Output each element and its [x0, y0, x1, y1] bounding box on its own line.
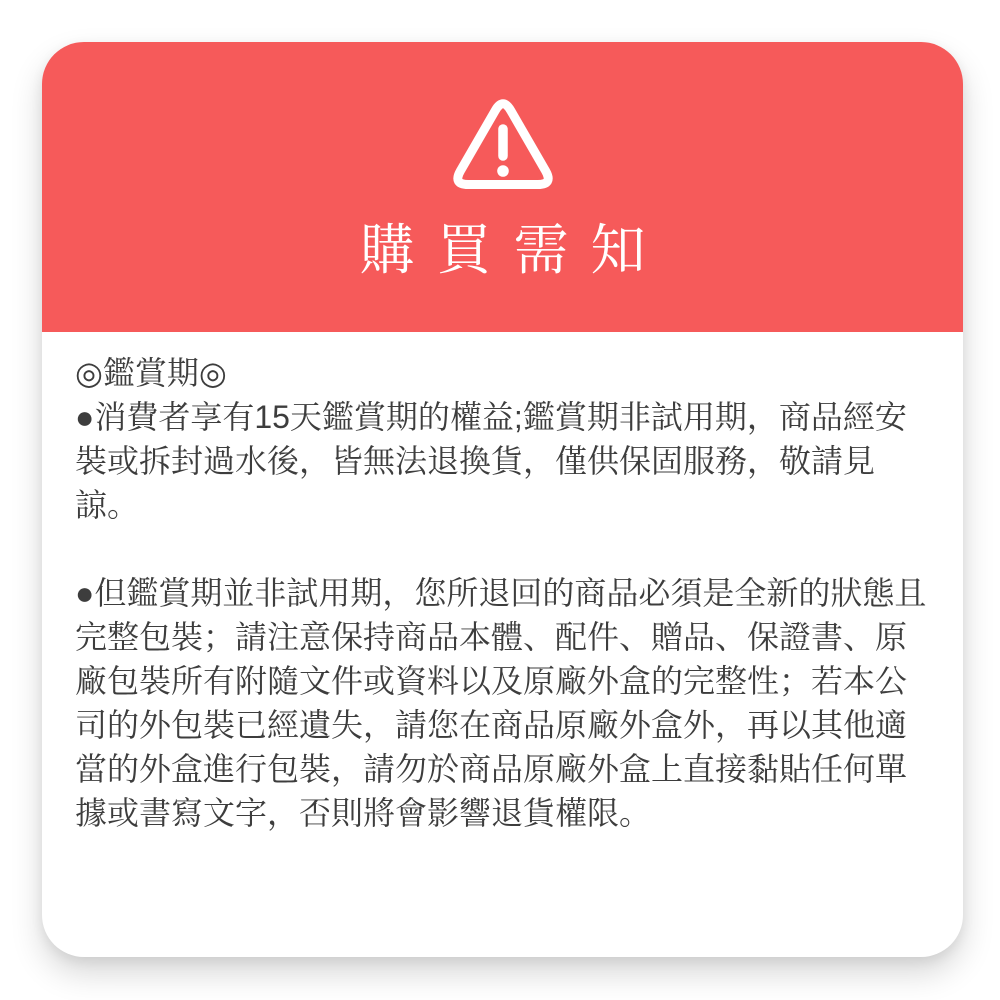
notice-header [42, 42, 963, 332]
purchase-notice-card [42, 42, 963, 957]
notice-body [42, 332, 963, 835]
notice-title: 購買需知 [359, 219, 668, 281]
warning-triangle-icon [442, 92, 564, 196]
notice-paragraph-1: ●消費者享有15天鑑賞期的權益;鑑賞期非試用期，商品經安裝或拆封過水後，皆無法退換貨，僅供保固服務，敬請見諒。 [75, 399, 907, 523]
notice-paragraph-2: ●但鑑賞期並非試用期，您所退回的商品必須是全新的狀態且完整包裝；請注意保持商品本體、配件、贈品、保證書、原廠包裝所有附隨文件或資料以及原廠外盒的完整性；若本公司的外包裝已經遺失，請您在商品原廠外盒外，再以其他適當的外盒進行包裝，請勿於商品原廠外盒上直接黏貼任何單據或書寫文字，否則將會影響退貨權限。 [75, 575, 927, 831]
section-title-appreciation-period: ◎鑑賞期◎ [75, 355, 227, 391]
